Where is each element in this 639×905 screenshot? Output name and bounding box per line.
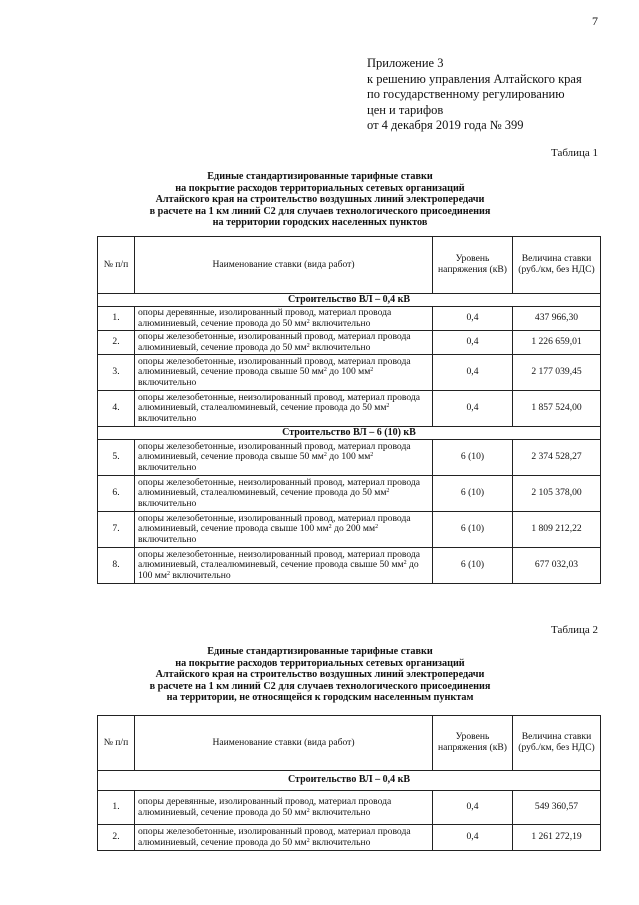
header-name: Наименование ставки (вида работ) (135, 716, 433, 771)
caption-line: в расчете на 1 км линий С2 для случаев технологического присоединения (149, 205, 491, 217)
row-rate: 677 032,03 (513, 548, 601, 584)
table1-label: Таблица 1 (551, 147, 599, 159)
row-num: 5. (98, 440, 135, 476)
row-rate: 437 966,30 (513, 307, 601, 331)
header-rate: Величина ставки (руб./км, без НДС) (513, 716, 601, 771)
appendix-heading (367, 56, 582, 134)
section-title: Строительство ВЛ – 0,4 кВ (98, 771, 601, 791)
header-voltage: Уровень напряжения (кВ) (433, 716, 513, 771)
header-voltage: Уровень напряжения (кВ) (433, 237, 513, 294)
table1 (97, 236, 601, 584)
row-voltage: 6 (10) (433, 548, 513, 584)
caption-line: Алтайского края на строительство воздушных линий электропередачи (155, 194, 485, 206)
table-row (98, 512, 601, 548)
row-voltage: 0,4 (433, 791, 513, 825)
section-title: Строительство ВЛ – 6 (10) кВ (98, 427, 601, 440)
table-row (98, 548, 601, 584)
appendix-line: к решению управления Алтайского края (367, 71, 582, 86)
row-name: опоры железобетонные, изолированный провод, материал провода алюминиевый, сечение провода до 50 $мм^2$ включительно (135, 825, 433, 851)
row-name: опоры железобетонные, неизолированный провод, материал провода алюминиевый, сталеалюминевый, сечение провода до 50 $мм^2$ включительно (135, 391, 433, 427)
row-num: 2. (98, 331, 135, 355)
row-rate: 1 261 272,19 (513, 825, 601, 851)
table-row (98, 476, 601, 512)
row-name: опоры железобетонные, изолированный провод, материал провода алюминиевый, сечение провода до 50 $мм^2$ включительно (135, 331, 433, 355)
table-header-row (98, 716, 601, 771)
table-row (98, 355, 601, 391)
table2 (97, 715, 601, 851)
header-num: № п/п (98, 237, 135, 294)
table2-caption (100, 646, 540, 704)
appendix-line: Приложение 3 (367, 56, 444, 70)
header-name: Наименование ставки (вида работ) (135, 237, 433, 294)
row-rate: 549 360,57 (513, 791, 601, 825)
row-voltage: 6 (10) (433, 476, 513, 512)
row-name: опоры железобетонные, изолированный провод, материал провода алюминиевый, сечение провода свыше 100 $мм^2$ до 200 $мм^2$ включительно (135, 512, 433, 548)
row-name: опоры железобетонные, изолированный провод, материал провода алюминиевый, сечение провода свыше 50 $мм^2$ до 100 $мм^2$ включительно (135, 355, 433, 391)
table-row (98, 825, 601, 851)
row-num: 3. (98, 355, 135, 391)
row-rate: 2 105 378,00 (513, 476, 601, 512)
row-voltage: 0,4 (433, 825, 513, 851)
table2-label: Таблица 2 (551, 624, 599, 636)
row-voltage: 0,4 (433, 391, 513, 427)
row-voltage: 6 (10) (433, 440, 513, 476)
row-rate: 1 226 659,01 (513, 331, 601, 355)
caption-line: Алтайского края на строительство воздушных линий электропередачи (155, 669, 485, 681)
page-number: 7 (592, 14, 598, 28)
row-voltage: 0,4 (433, 331, 513, 355)
row-num: 1. (98, 307, 135, 331)
table-row (98, 440, 601, 476)
table-row (98, 307, 601, 331)
appendix-line: по государственному регулированию (367, 87, 565, 101)
caption-line: Единые стандартизированные тарифные ставки (207, 646, 433, 657)
row-num: 1. (98, 791, 135, 825)
row-name: опоры железобетонные, неизолированный провод, материал провода алюминиевый, сталеалюминевый, сечение провода до 50 $мм^2$ включительно (135, 476, 433, 512)
row-name: опоры железобетонные, неизолированный провод, материал провода алюминиевый, сталеалюминевый, сечение провода свыше 50 $мм^2$ до 100 $мм^2$ включительно (135, 548, 433, 584)
table1-caption (100, 171, 540, 229)
row-rate: 1 809 212,22 (513, 512, 601, 548)
table-row (98, 391, 601, 427)
header-num: № п/п (98, 716, 135, 771)
section-row (98, 771, 601, 791)
appendix-line: от 4 декабря 2019 года № 399 (367, 118, 524, 132)
caption-line: на территории, не относящейся к городским населенным пунктам (166, 692, 474, 704)
header-rate: Величина ставки (руб./км, без НДС) (513, 237, 601, 294)
section-title: Строительство ВЛ – 0,4 кВ (98, 294, 601, 307)
caption-line: на территории городских населенных пунктов (212, 217, 428, 229)
table-row (98, 331, 601, 355)
caption-line: в расчете на 1 км линий С2 для случаев технологического присоединения (149, 680, 491, 692)
caption-line: Единые стандартизированные тарифные ставки (207, 171, 433, 182)
row-voltage: 0,4 (433, 355, 513, 391)
row-name: опоры деревянные, изолированный провод, материал провода алюминиевый, сечение провода до 50 $мм^2$ включительно (135, 307, 433, 331)
row-name: опоры железобетонные, изолированный провод, материал провода алюминиевый, сечение провода свыше 50 $мм^2$ до 100 $мм^2$ включительно (135, 440, 433, 476)
row-voltage: 6 (10) (433, 512, 513, 548)
row-name: опоры деревянные, изолированный провод, материал провода алюминиевый, сечение провода до 50 $мм^2$ включительно (135, 791, 433, 825)
row-rate: 2 177 039,45 (513, 355, 601, 391)
row-rate: 1 857 524,00 (513, 391, 601, 427)
section-row (98, 294, 601, 307)
section-row (98, 427, 601, 440)
row-num: 7. (98, 512, 135, 548)
appendix-line: цен и тарифов (367, 102, 444, 117)
row-num: 2. (98, 825, 135, 851)
row-num: 6. (98, 476, 135, 512)
table-header-row (98, 237, 601, 294)
row-num: 4. (98, 391, 135, 427)
row-num: 8. (98, 548, 135, 584)
table-row (98, 791, 601, 825)
row-rate: 2 374 528,27 (513, 440, 601, 476)
row-voltage: 0,4 (433, 307, 513, 331)
caption-line: на покрытие расходов территориальных сетевых организаций (175, 657, 465, 669)
caption-line: на покрытие расходов территориальных сетевых организаций (175, 182, 465, 194)
